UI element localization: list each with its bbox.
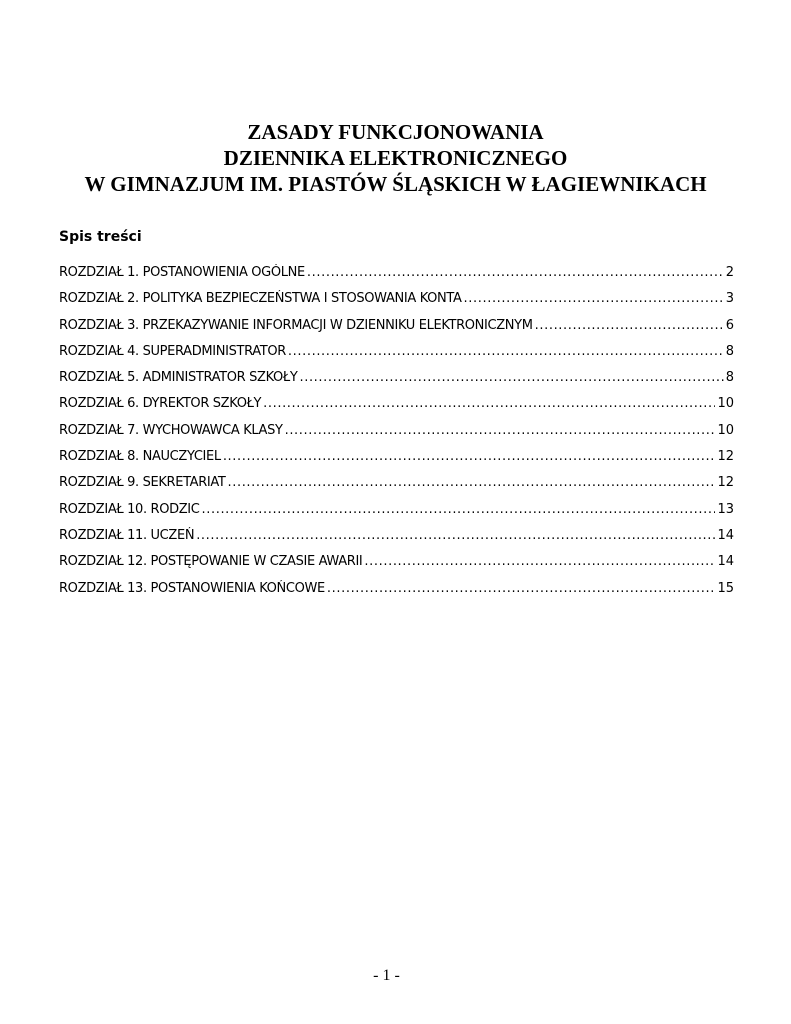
toc-heading: Spis treści	[59, 229, 142, 245]
toc-entry-chapter-3[interactable]	[59, 317, 734, 343]
toc-dot-leader	[263, 395, 715, 413]
document-title	[0, 119, 791, 197]
toc-entry-page: 12	[717, 475, 734, 491]
toc-entry-label: ROZDZIAŁ 9. SEKRETARIAT	[59, 475, 226, 491]
toc-entry-label: ROZDZIAŁ 3. PRZEKAZYWANIE INFORMACJI W DZIENNIKU ELEKTRONICZNYM	[59, 317, 533, 333]
toc-entry-page: 15	[717, 580, 734, 596]
toc-entry-page: 6	[725, 317, 734, 333]
toc-entry-chapter-12[interactable]	[59, 553, 734, 579]
toc-entry-page: 10	[717, 396, 734, 412]
toc-entry-page: 3	[725, 291, 734, 307]
toc-dot-leader	[535, 317, 724, 335]
toc-entry-label: ROZDZIAŁ 8. NAUCZYCIEL	[59, 449, 221, 465]
toc-entry-label: ROZDZIAŁ 4. SUPERADMINISTRATOR	[59, 343, 286, 359]
toc-entry-chapter-11[interactable]	[59, 527, 734, 553]
toc-entry-page: 10	[717, 422, 734, 438]
toc-entry-chapter-4[interactable]	[59, 343, 734, 369]
toc-entry-chapter-7[interactable]	[59, 422, 734, 448]
title-line-2: DZIENNIKA ELEKTRONICZNEGO	[223, 146, 568, 170]
toc-entry-chapter-10[interactable]	[59, 501, 734, 527]
toc-entry-chapter-13[interactable]	[59, 580, 734, 606]
toc-entry-label: ROZDZIAŁ 13. POSTANOWIENIA KOŃCOWE	[59, 580, 325, 596]
title-line-1: ZASADY FUNKCJONOWANIA	[247, 120, 544, 144]
toc-dot-leader	[285, 422, 716, 440]
toc-dot-leader	[202, 501, 716, 519]
page-number: - 1 -	[373, 967, 400, 984]
toc-entry-label: ROZDZIAŁ 2. POLITYKA BEZPIECZEŃSTWA I STOSOWANIA KONTA	[59, 291, 462, 307]
toc-entry-chapter-8[interactable]	[59, 448, 734, 474]
toc-entry-label: ROZDZIAŁ 12. POSTĘPOWANIE W CZASIE AWARII	[59, 554, 363, 570]
toc-dot-leader	[196, 527, 715, 545]
toc-entry-page: 14	[717, 554, 734, 570]
toc-entry-page: 12	[717, 449, 734, 465]
title-line-3: W GIMNAZJUM IM. PIASTÓW ŚLĄSKICH W ŁAGIEWNIKACH	[84, 172, 707, 196]
toc-entry-page: 2	[725, 265, 734, 280]
toc-dot-leader	[327, 580, 716, 598]
toc-dot-leader	[307, 264, 724, 282]
toc-dot-leader	[228, 474, 716, 492]
toc-entry-page: 14	[717, 527, 734, 543]
table-of-contents	[59, 264, 734, 606]
toc-dot-leader	[288, 343, 724, 361]
toc-entry-label: ROZDZIAŁ 1. POSTANOWIENIA OGÓLNE	[59, 265, 305, 280]
toc-entry-label: ROZDZIAŁ 11. UCZEŃ	[59, 527, 195, 543]
toc-entry-chapter-2[interactable]	[59, 290, 734, 316]
toc-entry-page: 8	[725, 370, 734, 386]
toc-entry-chapter-5[interactable]	[59, 369, 734, 395]
toc-entry-page: 8	[725, 343, 734, 359]
toc-dot-leader	[223, 448, 716, 466]
toc-entry-label: ROZDZIAŁ 6. DYREKTOR SZKOŁY	[59, 396, 262, 412]
toc-dot-leader	[364, 553, 715, 571]
toc-entry-label: ROZDZIAŁ 7. WYCHOWAWCA KLASY	[59, 422, 283, 438]
toc-entry-chapter-9[interactable]	[59, 474, 734, 500]
toc-dot-leader	[299, 369, 723, 387]
toc-entry-page: 13	[717, 501, 734, 517]
toc-entry-label: ROZDZIAŁ 10. RODZIC	[59, 501, 200, 517]
toc-entry-chapter-1[interactable]	[59, 264, 734, 290]
toc-dot-leader	[464, 290, 724, 308]
toc-entry-chapter-6[interactable]	[59, 395, 734, 421]
toc-entry-label: ROZDZIAŁ 5. ADMINISTRATOR SZKOŁY	[59, 370, 298, 386]
